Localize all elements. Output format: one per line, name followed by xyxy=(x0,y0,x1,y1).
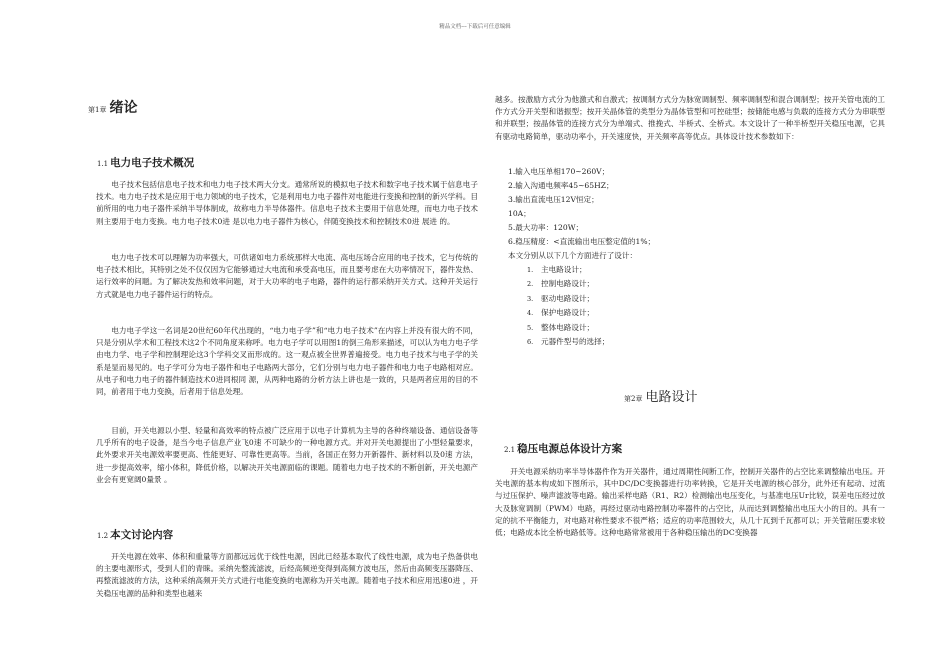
paragraph-3: 电力电子学这一名词是20世纪60年代出现的，“电力电子学”和“电力电子技术”在内容上并没有很大的不同，只是分别从学术和工程技术这2个不同角度来称呼。电力电子学可以用图1的倒三角形来描述，可以认为电力电子学由电力学、电子学和控制理论这3个学科交叉而形成的。这一观点被全世界普遍接受。电力电子技术与电子学的关系是显而易见的。电子学可分为电子器件和电子电路两大部分，它们分别与电力电子器件和电力电子电路相对应。从电子和电力电子的器件制造技术0进同根同 源，从两种电路的分析方法上讲也是一致的，只是两者应用的目的不同，前者用于电力变换，后者用于信息处理。 xyxy=(96,326,478,397)
paragraph-7: 开关电源采纳功率半导体器件作为开关器件，通过周期性间断工作，控制开关器件的占空比来调整输出电压。开关电源的基本构成如下图所示，其中DC/DC变换器进行功率转换，它是开关电源的核心部分，此外还有起动、过流与过压保护、噪声滤波等电路。输出采样电路（R1、R2）检测输出电压变化，与基准电压Ur比较，误差电压经过放大及脉宽调制（PWM）电路，再经过驱动电路控制功率器件的占空比，从而达到调整输出电压大小的目的。具有一定的抗不平衡能力，对电路对称性要求不很严格；适应的功率范围较大，从几十瓦到千瓦都可以；开关管耐压要求较低；电路成本比全桥电路低等。这种电路常常被用于各种稳压输出的DC变换器 xyxy=(495,467,885,538)
design-intro-line: 本文分别从以下几个方面进行了设计： xyxy=(508,251,638,260)
list-item: 5. 整体电路设计； xyxy=(527,322,595,332)
list-item: 1. 主电路设计； xyxy=(527,265,587,274)
paragraph-2: 电力电子技术可以理解为功率强大，可供诸如电力系统那样大电流、高电压场合应用的电子技术，它与传统的电子技术相比，其特别之处不仅仅因为它能够通过大电流和承受高电压，而且要考虑在大功率情况下，器件发热、运行效率的问题。为了解决发热和效率问题，对于大功率的电子电路，器件的运行都采纳开关方式。这种开关运行方式就是电力电子器件运行的特点。 xyxy=(96,253,478,299)
list-item: 4. 保护电路设计； xyxy=(527,308,595,318)
spec-line-4: 10A； xyxy=(508,209,531,218)
list-item: 6. 元器件型号的选择； xyxy=(527,337,610,347)
spec-line-6: 6.稳压精度：<直流输出电压整定值的1%； xyxy=(508,237,656,246)
page-header: 精品文档---下载后可任意编辑 xyxy=(439,24,511,30)
spec-line-2: 2.输入沟通电频率45~65HZ； xyxy=(508,181,614,190)
paragraph-5: 开关电源在效率、体积和重量等方面都远远优于线性电源，因此已经基本取代了线性电源，成为电子热备供电的主要电源形式，受到人们的青睐。采纳先整流滤波，后经高频逆变得到高频方波电压，然后由高频变压器降压、再整流滤波的方法，这种采纳高频开关方式进行电能变换的电源称为开关电源。随着电子技术和应用迅速0进 ，开关稳压电源的品种和类型也越来 xyxy=(96,552,478,598)
section-1-2-title: 本文讨论内容 xyxy=(110,529,174,541)
spec-line-5: 5.最大功率：120W； xyxy=(508,223,584,232)
section-2-1-heading xyxy=(504,437,622,456)
section-1-2-number: 1.2 xyxy=(97,532,109,540)
design-item-list xyxy=(527,263,609,349)
chapter-1-heading xyxy=(88,97,137,117)
section-2-1-number: 2.1 xyxy=(504,446,516,454)
section-1-1-title: 电力电子技术概况 xyxy=(110,157,195,169)
section-1-1-heading xyxy=(97,151,194,170)
chapter-2-title: 电路设计 xyxy=(645,390,698,405)
section-1-1-number: 1.1 xyxy=(97,160,109,168)
spec-line-3: 3.输出直流电压12V恒定； xyxy=(508,195,599,204)
paragraph-4: 目前，开关电源以小型、轻量和高效率的特点被广泛应用于以电子计算机为主导的各种终端设备、通信设备等几乎所有的电子设备，是当今电子信息产业飞0速 不可缺少的一种电源方式。并对开关电源提出了小型轻量要求，此外要求开关电源效率要更高、性能更好、可靠性更高等。当前，各国正在努力开新器件、新材料以及0速 方法，进一步提高效率，缩小体积，降低价格，以解决开关电源面临的课题。随着电力电子技术的不断创新，开关电源产业会有更宽阔0量景 。 xyxy=(96,426,478,484)
paragraph-6: 越多。按激励方式分为他激式和自激式；按调制方式分为脉宽调制型、频率调制型和混合调制型；按开关管电流的工作方式分开关型和谐振型；按开关晶体管的类型分为晶体管型和可控硅型；按储能电感与负载的连接方式分为串联型和并联型；按晶体管的连接方式分为单端式、推挽式、半桥式、全桥式。本文设计了一种半桥型开关稳压电源，它具有驱动电路简单，驱动功率小，开关速度快，开关频率高等优点。具体设计技术参数如下： xyxy=(495,95,885,141)
chapter-2-heading xyxy=(624,386,697,405)
chapter-1-prefix: 第1章 xyxy=(88,106,107,114)
list-item: 2. 控制电路设计； xyxy=(527,279,595,289)
section-2-1-title: 稳压电源总体设计方案 xyxy=(517,443,623,455)
paragraph-1: 电子技术包括信息电子技术和电力电子技术两大分支。通常所说的模拟电子技术和数字电子技术属于信息电子技术。电力电子技术是应用于电力领域的电子技术，它是利用电力电子器件对电能进行变换和控制的新兴学科。目前所用的电力电子器件采纳半导体制成，故称电力半导体器件。信息电子技术主要用于信息处理，而电力电子技术则主要用于电力变换。电力电子技术0进 是以电力电子器件为核心，伴随变换技术和控制技术0进 展进 的。 xyxy=(96,180,478,226)
chapter-1-title: 绪论 xyxy=(109,100,138,116)
list-item: 3. 驱动电路设计； xyxy=(527,293,595,303)
section-1-2-heading xyxy=(97,523,173,542)
chapter-2-prefix: 第2章 xyxy=(624,395,643,403)
spec-line-1: 1.输入电压单相170~260V； xyxy=(508,167,610,176)
